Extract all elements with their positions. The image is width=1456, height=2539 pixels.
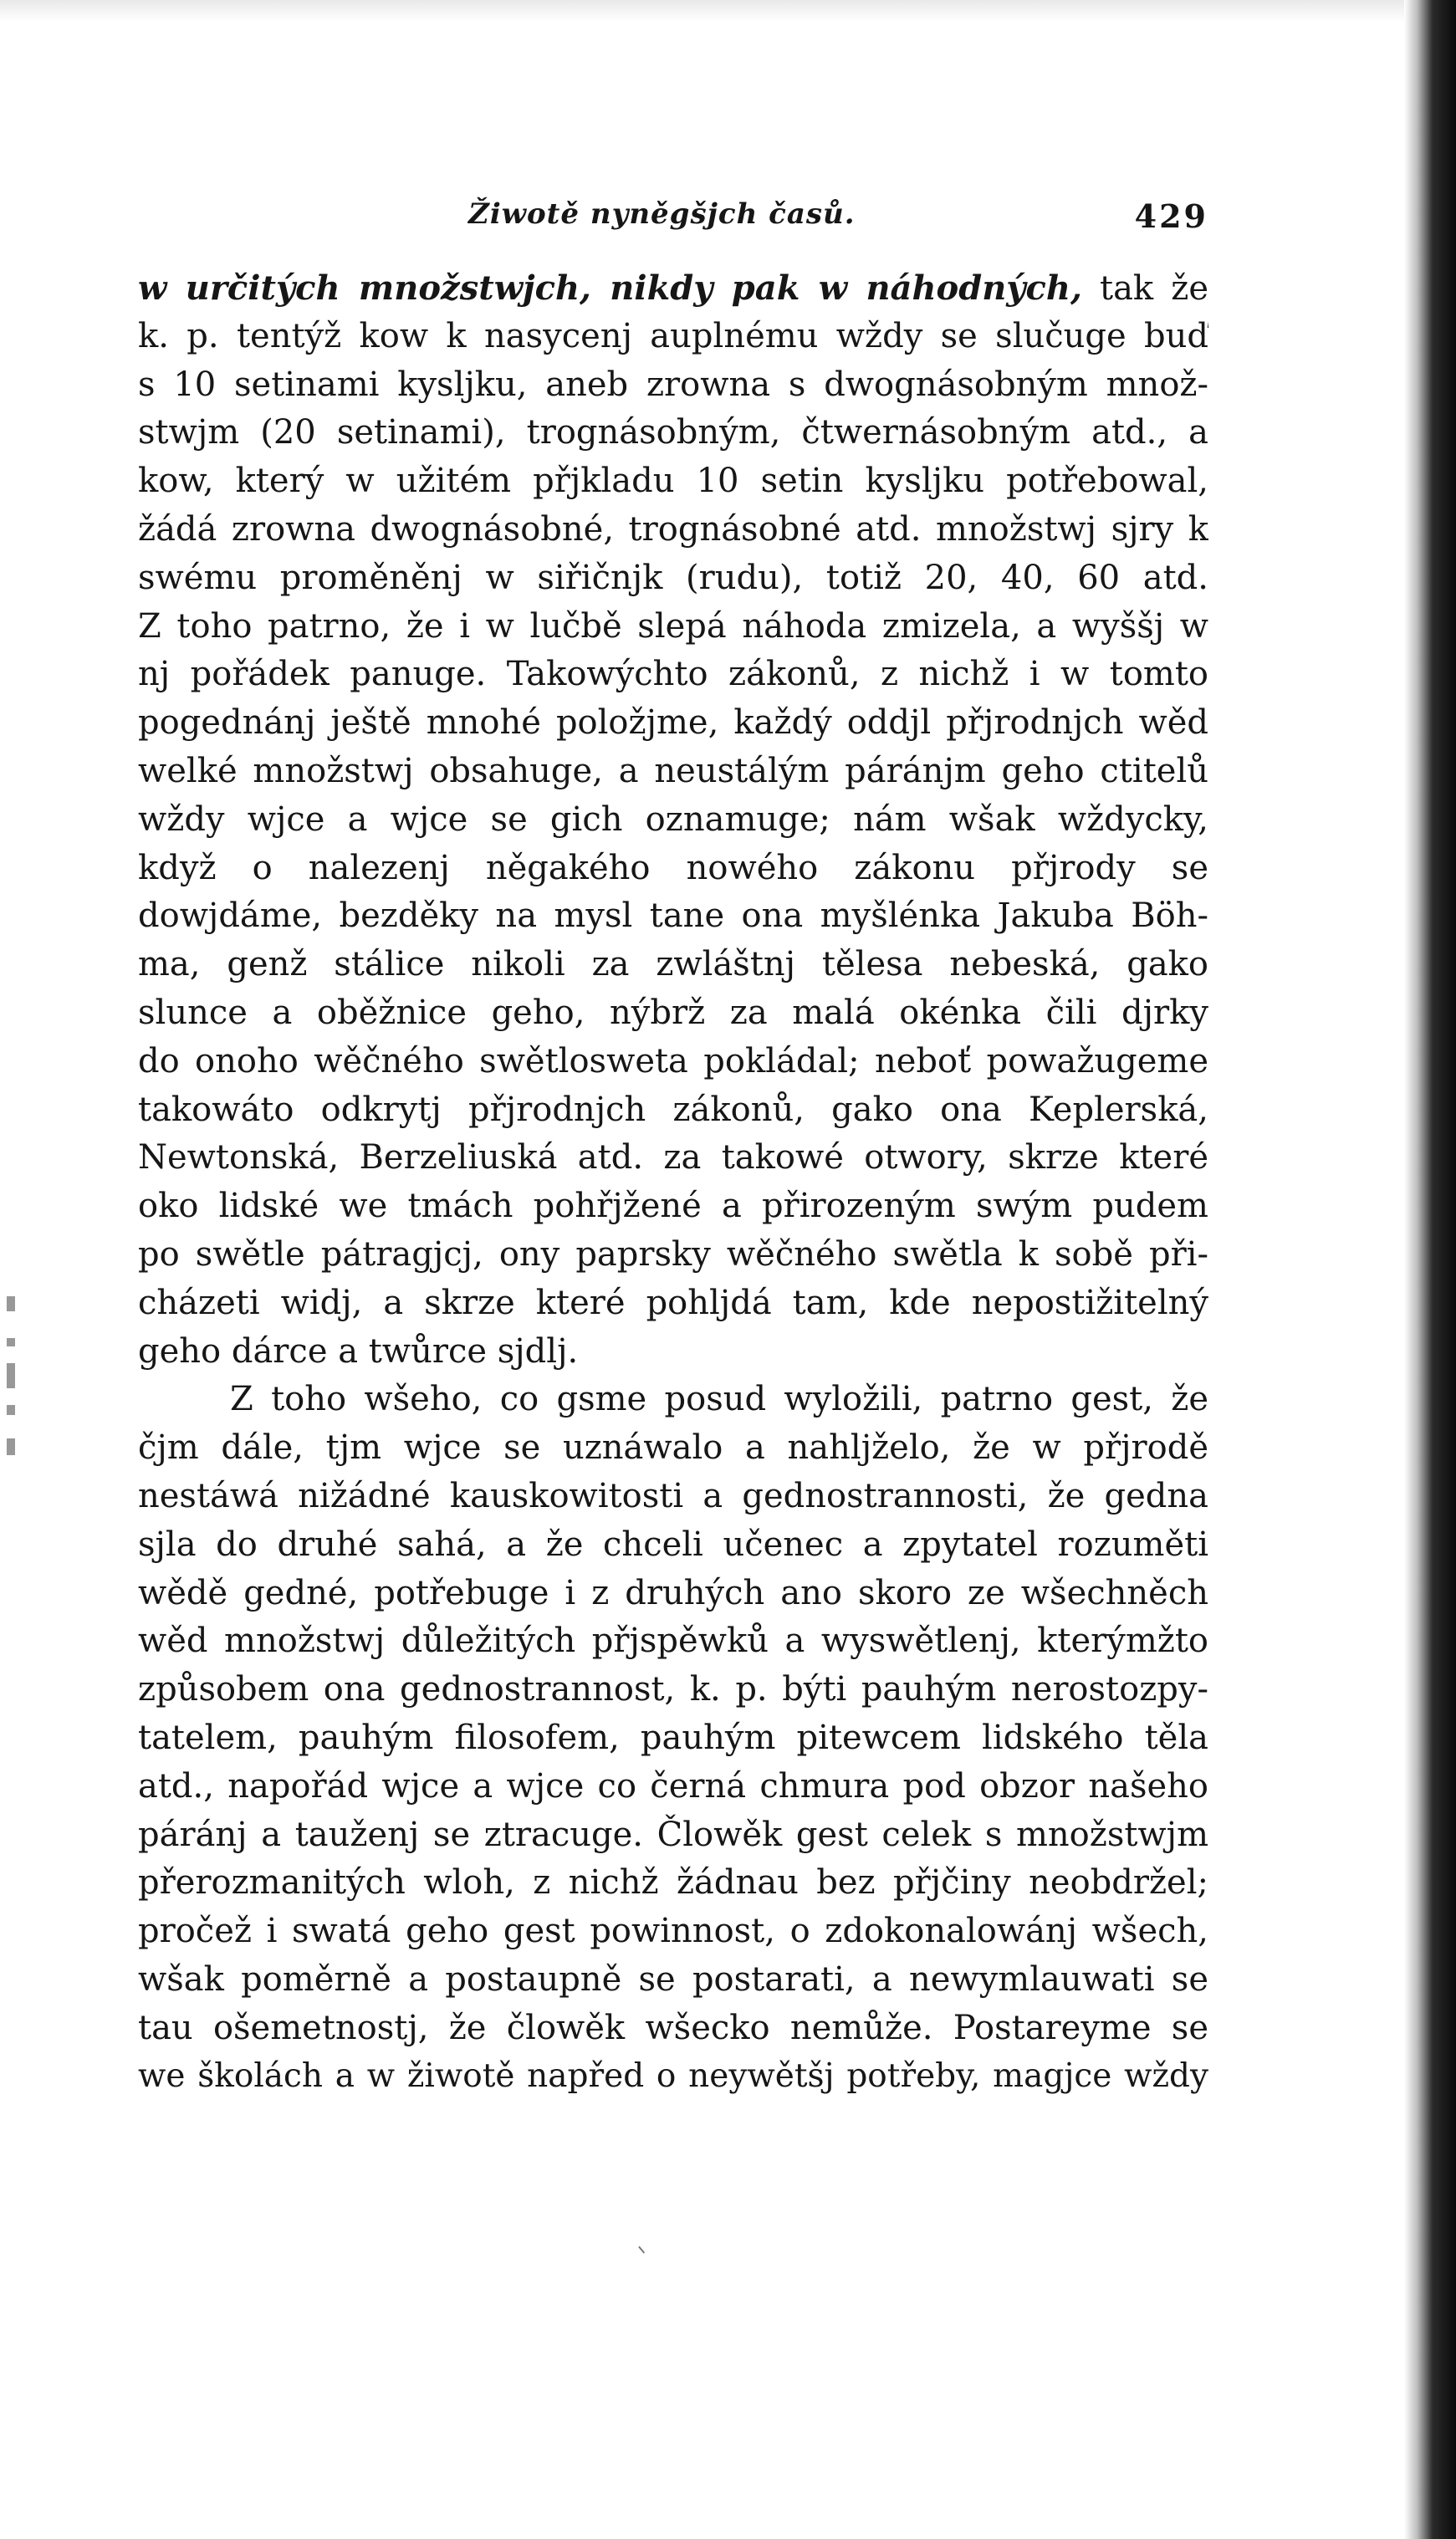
text-line: wždy wjce a wjce se gich oznamuge; nám wšak wždycky,: [138, 800, 1208, 839]
body-text: [138, 264, 1208, 2101]
page-number: 429: [1134, 197, 1208, 235]
paragraph-end-line: geho dárce a twůrce sjdlj.: [138, 1331, 579, 1371]
running-title: Žiwotě nyněgšjch časů.: [468, 197, 856, 231]
text-line: tau ošemetnostj, že člowěk wšecko nemůže. Postareyme se: [138, 2008, 1208, 2047]
scan-top-shadow: [0, 0, 1456, 22]
text-line: pročež i swatá geho gest powinnost, o zdokonalowánj wšech,: [138, 1912, 1208, 1951]
text-line: do onoho wěčného swětlosweta pokládal; neboť powažugeme: [138, 1041, 1208, 1080]
text-line: nestáwá nižádné kauskowitosti a gednostrannosti, že gedna: [138, 1476, 1208, 1515]
text-line: Z toho patrno, že i w lučbě slepá náhoda zmizela, a wyššj w: [138, 606, 1208, 646]
text-line: sjla do druhé sahá, a že chceli učenec a zpytatel rozuměti: [138, 1525, 1208, 1564]
text-line: welké množstwj obsahuge, a neustálým páránjm geho ctitelů: [138, 751, 1208, 790]
text-line: [138, 264, 1208, 313]
text-line: páránj a tauženj se ztracuge. Člowěk gest celek s množstwjm: [138, 1815, 1208, 1854]
text-line: nj pořádek panuge. Takowýchto zákonů, z nichž i w tomto: [138, 655, 1208, 694]
paragraph-start-line: Z toho wšeho, co gsme posud wyložili, patrno gest, že: [230, 1380, 1208, 1419]
text-line: wědě gedné, potřebuge i z druhých ano skoro ze wšechněch: [138, 1573, 1208, 1612]
text-line: čjm dále, tjm wjce se uznáwalo a nahljželo, že w přjrodě: [138, 1428, 1208, 1468]
text-line: cházeti widj, a skrze které pohljdá tam, kde nepostižitelný: [138, 1283, 1208, 1322]
text-line: k. p. tentýž kow k nasycenj auplnému wždy se slučuge buď: [138, 316, 1208, 355]
text-line: kow, který w užitém přjkladu 10 setin kysljku potřebowal,: [138, 462, 1208, 501]
text-line: po swětle pátragjcj, ony paprsky wěčného swětla k sobě při-: [138, 1234, 1208, 1274]
gutter-marks: [2, 1087, 27, 1464]
text-line: wšak poměrně a postaupně se postarati, a newymlauwati se: [138, 1959, 1208, 1999]
text-line: we školách a w žiwotě napřed o neywětšj potřeby, magjce wždy: [138, 2057, 1208, 2096]
page-header: [138, 197, 1208, 248]
text-line: takowáto odkrytj přjrodnjch zákonů, gako ona Keplerská,: [138, 1090, 1208, 1129]
text-line: pogednánj ještě mnohé položjme, každý oddjl přjrodnjch wěd: [138, 703, 1208, 743]
text-line: oko lidské we tmách pohřjžené a přirozeným swým pudem: [138, 1187, 1208, 1226]
text-line: wěd množstwj důležitých přjspěwků a wyswětlenj, kterýmžto: [138, 1622, 1208, 1661]
text-line: žádá zrowna dwognásobné, trognásobné atd. množstwj sjry k: [138, 509, 1208, 549]
text-line: dowjdáme, bezděky na mysl tane ona myšlénka Jakuba Böh-: [138, 897, 1208, 936]
text-line: swému proměněnj w siřičnjk (rudu), totiž 20, 40, 60 atd.: [138, 558, 1208, 597]
text-line: ma, genž stálice nikoli za zwláštnj tělesa nebeská, gako: [138, 945, 1208, 984]
emphasized-phrase: w určitých množstwjch, nikdy pak w náhodných,: [138, 268, 1082, 308]
text-line: přerozmanitých wloh, z nichž žádnau bez přjčiny neobdržel;: [138, 1863, 1208, 1903]
text-line: tatelem, pauhým filosofem, pauhým pitewcem lidského těla: [138, 1718, 1208, 1757]
scan-right-edge: [1404, 0, 1456, 2539]
stray-mark: [638, 2240, 651, 2253]
text-line: atd., napořád wjce a wjce co černá chmura pod obzor našeho: [138, 1766, 1208, 1806]
text-line: s 10 setinami kysljku, aneb zrowna s dwognásobným množ-: [138, 365, 1208, 404]
text-line: stwjm (20 setinami), trognásobným, čtwernásobným atd., a: [138, 413, 1208, 452]
text-line: slunce a oběžnice geho, nýbrž za malá okénka čili djrky: [138, 993, 1208, 1032]
text-line-rest: tak že: [1081, 269, 1208, 308]
text-line: když o nalezenj něgakého nowého zákonu přjrody se: [138, 848, 1208, 887]
text-line: způsobem ona gednostrannost, k. p. býti pauhým nerostozpy-: [138, 1670, 1208, 1709]
text-line: Newtonská, Berzeliuská atd. za takowé otwory, skrze které: [138, 1138, 1208, 1178]
